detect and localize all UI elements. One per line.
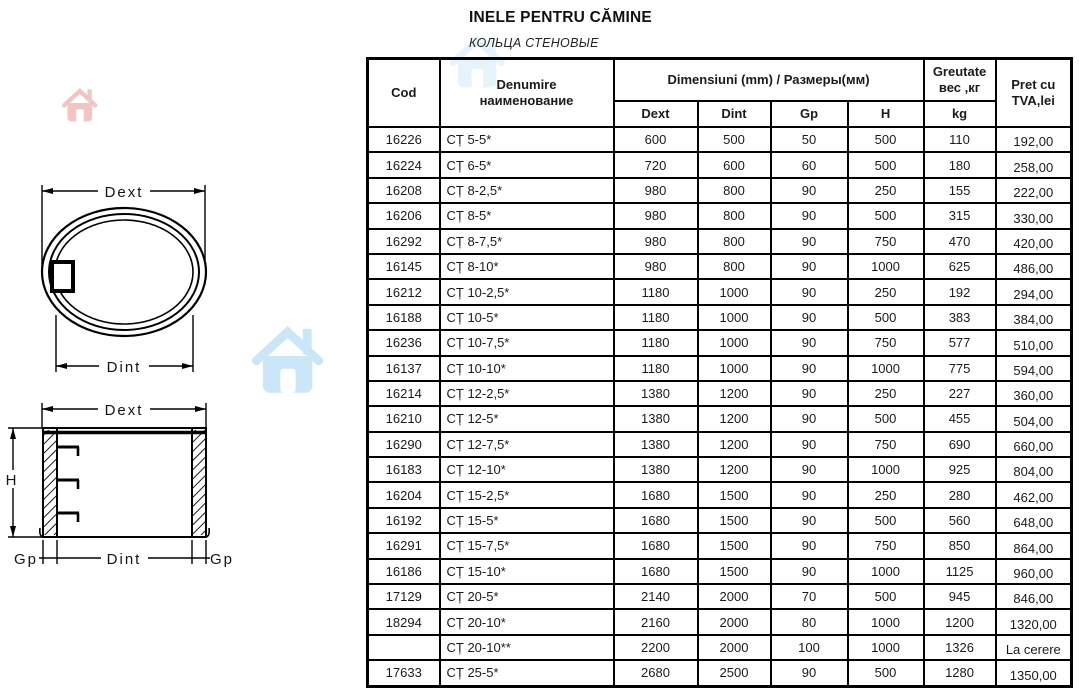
gp-cell: 90 — [771, 533, 848, 558]
cod-cell: 16186 — [368, 559, 440, 584]
dint-cell: 800 — [698, 254, 771, 279]
table-row — [368, 178, 1072, 203]
pret-cell: 192,00 — [996, 127, 1072, 152]
cod-cell: 16206 — [368, 203, 440, 228]
dext-cell: 2200 — [614, 635, 698, 660]
h-label: H — [5, 472, 19, 489]
kg-cell: 1125 — [924, 559, 996, 584]
kg-cell: 1326 — [924, 635, 996, 660]
header-line: наименование — [479, 93, 574, 108]
dext-cell: 600 — [614, 127, 698, 152]
h-cell: 500 — [848, 508, 924, 533]
kg-cell: 180 — [924, 152, 996, 177]
kg-cell: 850 — [924, 533, 996, 558]
gp-cell: 90 — [771, 508, 848, 533]
technical-drawings — [0, 0, 250, 600]
cod-cell: 16212 — [368, 279, 440, 304]
kg-cell: 690 — [924, 432, 996, 457]
pret-cell: 1350,00 — [996, 660, 1072, 686]
house-watermark-icon — [249, 324, 331, 404]
gp-cell: 90 — [771, 482, 848, 507]
cod-cell: 16208 — [368, 178, 440, 203]
pret-cell: 660,00 — [996, 432, 1072, 457]
gp-cell: 70 — [771, 584, 848, 609]
gp-cell: 90 — [771, 660, 848, 686]
pret-cell: 486,00 — [996, 254, 1072, 279]
h-cell: 250 — [848, 178, 924, 203]
dint-cell: 800 — [698, 203, 771, 228]
top-view-drawing — [42, 182, 206, 376]
kg-cell: 470 — [924, 229, 996, 254]
dint-cell: 800 — [698, 229, 771, 254]
pret-cell: 648,00 — [996, 508, 1072, 533]
header-line: вес ,кг — [938, 80, 981, 95]
dint-cell: 1500 — [698, 482, 771, 507]
col-header-h: H — [848, 101, 924, 127]
header-line: Pret cu — [1011, 76, 1056, 92]
cod-cell: 16292 — [368, 229, 440, 254]
cod-cell: 18294 — [368, 609, 440, 634]
denumire-cell: CȚ 12-5* — [440, 406, 614, 431]
h-cell: 750 — [848, 432, 924, 457]
dint-cell: 1000 — [698, 356, 771, 381]
denumire-cell: CȚ 10-7,5* — [440, 330, 614, 355]
cod-cell: 16192 — [368, 508, 440, 533]
col-header-pret — [996, 59, 1072, 128]
h-cell: 250 — [848, 279, 924, 304]
table-row — [368, 203, 1072, 228]
dext-cell: 2680 — [614, 660, 698, 686]
denumire-cell: CȚ 20-5* — [440, 584, 614, 609]
h-cell: 500 — [848, 406, 924, 431]
dext-cell: 1180 — [614, 330, 698, 355]
kg-cell: 155 — [924, 178, 996, 203]
table-row — [368, 533, 1072, 558]
dint-cell: 1000 — [698, 305, 771, 330]
dint-cell: 1200 — [698, 432, 771, 457]
pret-cell: La cerere — [996, 635, 1072, 660]
pret-cell: 294,00 — [996, 279, 1072, 304]
page-title: INELE PENTRU CĂMINE — [469, 9, 652, 26]
gp-cell: 90 — [771, 381, 848, 406]
step-block — [52, 262, 73, 291]
kg-cell: 280 — [924, 482, 996, 507]
dext-cell: 1680 — [614, 559, 698, 584]
dext-label: Dext — [104, 402, 144, 419]
col-header-kg: kg — [924, 101, 996, 127]
table-row — [368, 254, 1072, 279]
denumire-cell: CȚ 20-10* — [440, 609, 614, 634]
h-cell: 500 — [848, 305, 924, 330]
house-door — [280, 369, 295, 393]
kg-cell: 925 — [924, 457, 996, 482]
cod-cell: 16145 — [368, 254, 440, 279]
dint-cell: 1200 — [698, 406, 771, 431]
h-cell: 1000 — [848, 254, 924, 279]
denumire-cell: CȚ 6-5* — [440, 152, 614, 177]
dext-cell: 1380 — [614, 406, 698, 431]
dext-cell: 1180 — [614, 305, 698, 330]
dint-label: Dint — [106, 359, 142, 376]
dint-cell: 1500 — [698, 533, 771, 558]
cod-cell: 17129 — [368, 584, 440, 609]
table-row — [368, 432, 1072, 457]
cod-cell: 16214 — [368, 381, 440, 406]
table-body — [368, 127, 1072, 686]
kg-cell: 110 — [924, 127, 996, 152]
gp-cell: 50 — [771, 127, 848, 152]
dint-cell: 2500 — [698, 660, 771, 686]
cod-cell: 16137 — [368, 356, 440, 381]
h-cell: 1000 — [848, 635, 924, 660]
table-row — [368, 660, 1072, 686]
kg-cell: 315 — [924, 203, 996, 228]
dint-cell: 1500 — [698, 559, 771, 584]
kg-cell: 192 — [924, 279, 996, 304]
h-cell: 750 — [848, 330, 924, 355]
dext-cell: 1680 — [614, 533, 698, 558]
dext-label: Dext — [104, 184, 144, 201]
cod-cell: 16188 — [368, 305, 440, 330]
gp-cell: 90 — [771, 305, 848, 330]
h-cell: 750 — [848, 533, 924, 558]
h-cell: 1000 — [848, 609, 924, 634]
h-cell: 250 — [848, 482, 924, 507]
pret-cell: 510,00 — [996, 330, 1072, 355]
gp-cell: 90 — [771, 356, 848, 381]
denumire-cell: CȚ 8-2,5* — [440, 178, 614, 203]
cod-cell: 16291 — [368, 533, 440, 558]
col-header-gp: Gp — [771, 101, 848, 127]
dext-cell: 980 — [614, 254, 698, 279]
denumire-cell: CȚ 10-10* — [440, 356, 614, 381]
cod-cell: 16226 — [368, 127, 440, 152]
dint-cell: 2000 — [698, 635, 771, 660]
gp-cell: 90 — [771, 457, 848, 482]
pret-cell: 330,00 — [996, 203, 1072, 228]
kg-cell: 577 — [924, 330, 996, 355]
denumire-cell: CȚ 25-5* — [440, 660, 614, 686]
table-row — [368, 635, 1072, 660]
denumire-cell: CȚ 8-7,5* — [440, 229, 614, 254]
gp-cell: 90 — [771, 279, 848, 304]
table-row — [368, 330, 1072, 355]
gp-cell: 60 — [771, 152, 848, 177]
kg-cell: 775 — [924, 356, 996, 381]
h-cell: 500 — [848, 660, 924, 686]
denumire-cell: CȚ 12-2,5* — [440, 381, 614, 406]
gp-cell: 90 — [771, 203, 848, 228]
gp-cell: 90 — [771, 406, 848, 431]
pret-cell: 1320,00 — [996, 609, 1072, 634]
kg-cell: 455 — [924, 406, 996, 431]
dint-cell: 800 — [698, 178, 771, 203]
h-cell: 1000 — [848, 356, 924, 381]
dint-label: Dint — [106, 551, 142, 568]
page-subtitle: КОЛЬЦА СТЕНОВЫЕ — [469, 36, 599, 50]
dext-cell: 1380 — [614, 381, 698, 406]
pret-cell: 258,00 — [996, 152, 1072, 177]
col-header-dint: Dint — [698, 101, 771, 127]
h-cell: 500 — [848, 203, 924, 228]
pret-cell: 504,00 — [996, 406, 1072, 431]
dext-cell: 980 — [614, 203, 698, 228]
table-row — [368, 381, 1072, 406]
col-header-denumire — [440, 59, 614, 128]
gp-cell: 90 — [771, 229, 848, 254]
table-row — [368, 127, 1072, 152]
gp-cell: 90 — [771, 254, 848, 279]
kg-cell: 383 — [924, 305, 996, 330]
table-row — [368, 559, 1072, 584]
gp-cell: 90 — [771, 178, 848, 203]
table-row — [368, 279, 1072, 304]
table-row — [368, 229, 1072, 254]
denumire-cell: CȚ 15-10* — [440, 559, 614, 584]
denumire-cell: CȚ 20-10** — [440, 635, 614, 660]
pret-cell: 420,00 — [996, 229, 1072, 254]
gp-cell: 100 — [771, 635, 848, 660]
h-cell: 750 — [848, 229, 924, 254]
gp-cell: 80 — [771, 609, 848, 634]
cod-cell: 16224 — [368, 152, 440, 177]
kg-cell: 227 — [924, 381, 996, 406]
table-row — [368, 482, 1072, 507]
pret-cell: 804,00 — [996, 457, 1072, 482]
denumire-cell: CȚ 10-5* — [440, 305, 614, 330]
table-row — [368, 356, 1072, 381]
kg-cell: 625 — [924, 254, 996, 279]
h-cell: 1000 — [848, 457, 924, 482]
dint-cell: 1200 — [698, 381, 771, 406]
cod-cell: 17633 — [368, 660, 440, 686]
dint-cell: 2000 — [698, 584, 771, 609]
h-cell: 1000 — [848, 559, 924, 584]
gp-cell: 90 — [771, 559, 848, 584]
h-cell: 500 — [848, 152, 924, 177]
header-line: Denumire — [496, 76, 557, 92]
dext-cell: 1680 — [614, 482, 698, 507]
kg-cell: 945 — [924, 584, 996, 609]
h-cell: 250 — [848, 381, 924, 406]
dint-cell: 600 — [698, 152, 771, 177]
table-row — [368, 152, 1072, 177]
dint-cell: 1500 — [698, 508, 771, 533]
table-row — [368, 609, 1072, 634]
table-row — [368, 584, 1072, 609]
header-line: TVA,lei — [1011, 93, 1055, 108]
h-cell: 500 — [848, 127, 924, 152]
dext-cell: 980 — [614, 229, 698, 254]
denumire-cell: CȚ 15-2,5* — [440, 482, 614, 507]
gp-left-label: Gp — [13, 551, 39, 568]
dext-cell: 2160 — [614, 609, 698, 634]
title-block — [469, 9, 652, 50]
col-header-cod: Cod — [368, 59, 440, 128]
cod-cell: 16183 — [368, 457, 440, 482]
cod-cell: 16204 — [368, 482, 440, 507]
table-row — [368, 457, 1072, 482]
kg-cell: 1280 — [924, 660, 996, 686]
dint-cell: 2000 — [698, 609, 771, 634]
denumire-cell: CȚ 12-7,5* — [440, 432, 614, 457]
dint-cell: 500 — [698, 127, 771, 152]
pret-cell: 384,00 — [996, 305, 1072, 330]
table-row — [368, 305, 1072, 330]
denumire-cell: CȚ 5-5* — [440, 127, 614, 152]
cod-cell: 16290 — [368, 432, 440, 457]
dint-cell: 1000 — [698, 279, 771, 304]
table-row — [368, 406, 1072, 431]
pret-cell: 594,00 — [996, 356, 1072, 381]
header-line: Greutate — [932, 63, 987, 79]
kg-cell: 560 — [924, 508, 996, 533]
dext-cell: 1380 — [614, 457, 698, 482]
dext-cell: 1380 — [614, 432, 698, 457]
price-table — [366, 57, 1073, 688]
pret-cell: 222,00 — [996, 178, 1072, 203]
denumire-cell: CȚ 8-10* — [440, 254, 614, 279]
kg-cell: 1200 — [924, 609, 996, 634]
pret-cell: 846,00 — [996, 584, 1072, 609]
h-cell: 500 — [848, 584, 924, 609]
col-header-dimensions: Dimensiuni (mm) / Размеры(мм) — [614, 59, 924, 102]
table-header — [368, 59, 1072, 128]
dext-cell: 1180 — [614, 279, 698, 304]
dint-cell: 1000 — [698, 330, 771, 355]
gp-cell: 90 — [771, 330, 848, 355]
price-table-wrap — [366, 57, 1073, 688]
cod-cell: 16236 — [368, 330, 440, 355]
denumire-cell: CȚ 15-5* — [440, 508, 614, 533]
cod-cell — [368, 635, 440, 660]
table-row — [368, 508, 1072, 533]
dext-cell: 2140 — [614, 584, 698, 609]
denumire-cell: CȚ 15-7,5* — [440, 533, 614, 558]
col-header-greutate — [924, 59, 996, 102]
dext-cell: 720 — [614, 152, 698, 177]
dext-cell: 1180 — [614, 356, 698, 381]
section-view-drawing — [4, 400, 234, 568]
pret-cell: 462,00 — [996, 482, 1072, 507]
gp-right-label: Gp — [209, 551, 235, 568]
dext-cell: 1680 — [614, 508, 698, 533]
pret-cell: 960,00 — [996, 559, 1072, 584]
denumire-cell: CȚ 12-10* — [440, 457, 614, 482]
cod-cell: 16210 — [368, 406, 440, 431]
pret-cell: 360,00 — [996, 381, 1072, 406]
dext-cell: 980 — [614, 178, 698, 203]
pret-cell: 864,00 — [996, 533, 1072, 558]
col-header-dext: Dext — [614, 101, 698, 127]
denumire-cell: CȚ 8-5* — [440, 203, 614, 228]
gp-cell: 90 — [771, 432, 848, 457]
dint-cell: 1200 — [698, 457, 771, 482]
denumire-cell: CȚ 10-2,5* — [440, 279, 614, 304]
